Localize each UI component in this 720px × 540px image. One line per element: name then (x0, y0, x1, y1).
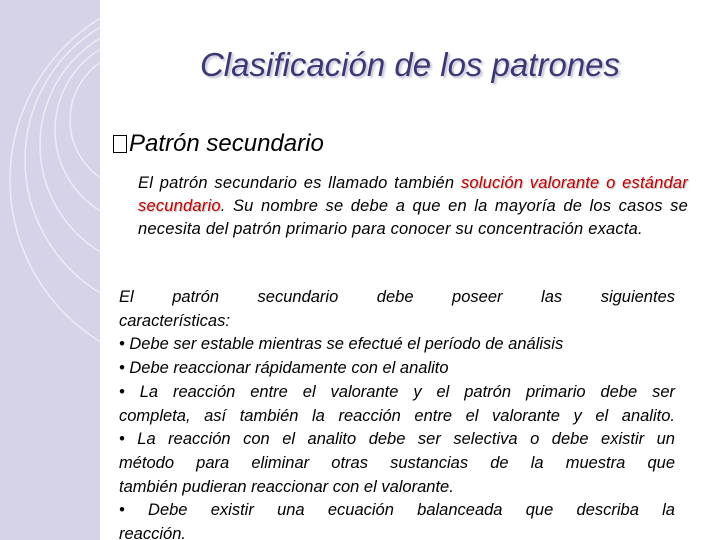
highlight-solucion-valorante: solución valorante (460, 174, 600, 192)
decorative-arcs (0, 0, 100, 540)
para1-text-before: El patrón secundario es llamado también (138, 174, 461, 192)
subheading-text: Patrón secundario (129, 130, 324, 157)
highlight-estandar-secundario: o estándar secundario (138, 174, 688, 215)
para2-line-6: completa, así también la reacción entre el valorante y el analito. (119, 406, 675, 425)
paragraph-definition (138, 172, 688, 241)
decorative-side-strip (0, 0, 100, 540)
para2-line-11: reacción. (119, 525, 186, 540)
bullet-box-icon (113, 135, 127, 153)
subheading (113, 130, 324, 158)
para2-line-8: método para eliminar otras sustancias de la muestra que (119, 453, 675, 472)
para2-line-9: también pudieran reaccionar con el valorante. (119, 477, 454, 496)
para2-line-1: El patrón secundario debe poseer las siguientes (119, 288, 675, 306)
para2-line-2: características: (119, 311, 230, 330)
para2-line-5: • La reacción entre el valorante y el patrón primario debe ser (119, 382, 675, 401)
para2-line-4: • Debe reaccionar rápidamente con el analito (119, 359, 449, 378)
slide-title: Clasificación de los patrones (199, 46, 621, 83)
para1-text-after: . Su nombre se debe a que en la mayoría de los casos se necesita del patrón primario para conocer su concentración exacta. (138, 197, 688, 238)
para2-line-7: • La reacción con el analito debe ser selectiva o debe existir un (119, 430, 675, 449)
para2-line-10: • Debe existir una ecuación balanceada que describa la (119, 501, 675, 520)
paragraph-characteristics (119, 286, 675, 540)
para2-line-3: • Debe ser estable mientras se efectué el período de análisis (119, 335, 564, 354)
